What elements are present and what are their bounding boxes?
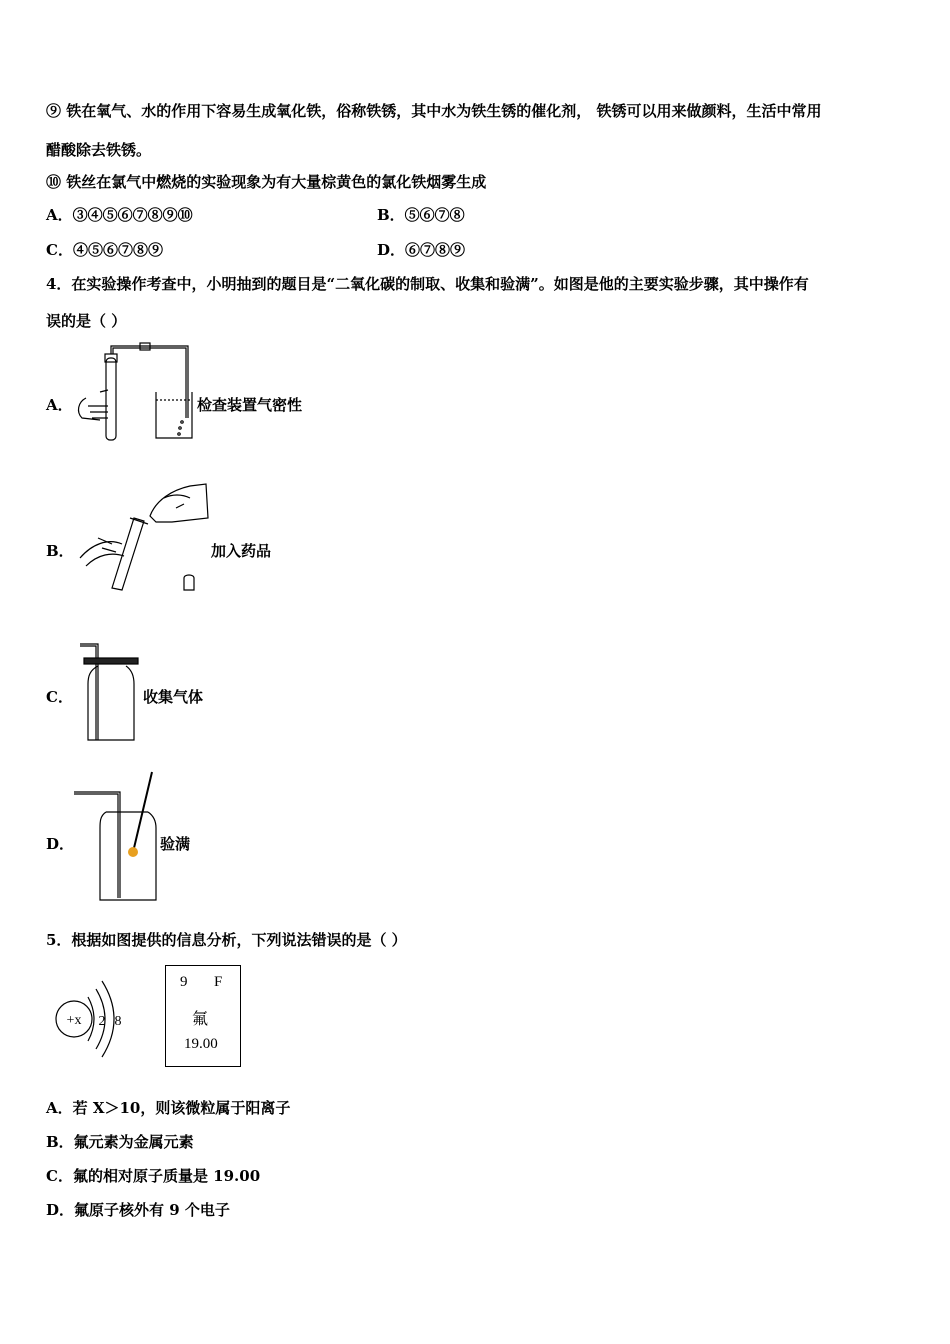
q5-option-b: B．氟元素为金属元素 [46,1133,194,1151]
q4-option-a-label: 检查装置气密性 [197,396,303,414]
q5-option-a: A．若 X＞10，则该微粒属于阳离子 [46,1099,291,1117]
element-symbol: F [214,974,223,990]
q4-option-a-letter: A． [46,396,73,414]
shell-2-electrons: 8 [114,1014,122,1029]
q4-option-c-label: 收集气体 [143,688,204,706]
atomic-mass: 19.00 [184,1036,218,1052]
q4-option-d-letter: D． [46,835,75,853]
q3-option-b: B．⑤⑥⑦⑧ [377,206,465,224]
atomic-number: 9 [180,974,188,990]
q4-stem-line-1: 4．在实验操作考查中，小明抽到的题目是“二氧化碳的制取、收集和验满”。如图是他的主要实验步骤，其中操作有 [46,275,809,293]
periodic-table-cell [165,965,241,1067]
add-reagent-figure [72,478,212,596]
q3-option-a: A．③④⑤⑥⑦⑧⑨⑩ [46,206,193,224]
q4-option-c-letter: C． [46,688,73,706]
atom-structure-diagram [50,975,130,1061]
nucleus-charge: +x [66,1013,82,1028]
q4-option-b-letter: B． [46,542,74,560]
item-9-line-2: 醋酸除去铁锈。 [46,141,152,159]
item-10: ⑩ 铁丝在氯气中燃烧的实验现象为有大量棕黄色的氯化铁烟雾生成 [46,173,487,191]
gas-collection-figure [76,636,140,744]
q5-option-c: C．氟的相对原子质量是 19.00 [46,1167,261,1185]
full-check-figure [72,768,164,904]
q3-option-c: C．④⑤⑥⑦⑧⑨ [46,241,163,259]
element-name: 氟 [192,1011,209,1028]
shell-1-electrons: 2 [98,1014,106,1029]
airtightness-check-figure [72,340,196,445]
item-9-line-1: ⑨ 铁在氧气、水的作用下容易生成氧化铁，俗称铁锈，其中水为铁生锈的催化剂， 铁锈可以用来做颜料，生活中常用 [46,102,822,120]
flame-icon [128,847,138,857]
q4-option-d-label: 验满 [160,835,191,853]
q5-stem: 5．根据如图提供的信息分析，下列说法错误的是（ ） [46,931,407,949]
q5-option-d: D．氟原子核外有 9 个电子 [46,1201,230,1219]
q4-option-b-label: 加入药品 [211,542,272,560]
q3-option-d: D．⑥⑦⑧⑨ [377,241,466,259]
q4-stem-line-2: 误的是（ ） [46,312,127,330]
